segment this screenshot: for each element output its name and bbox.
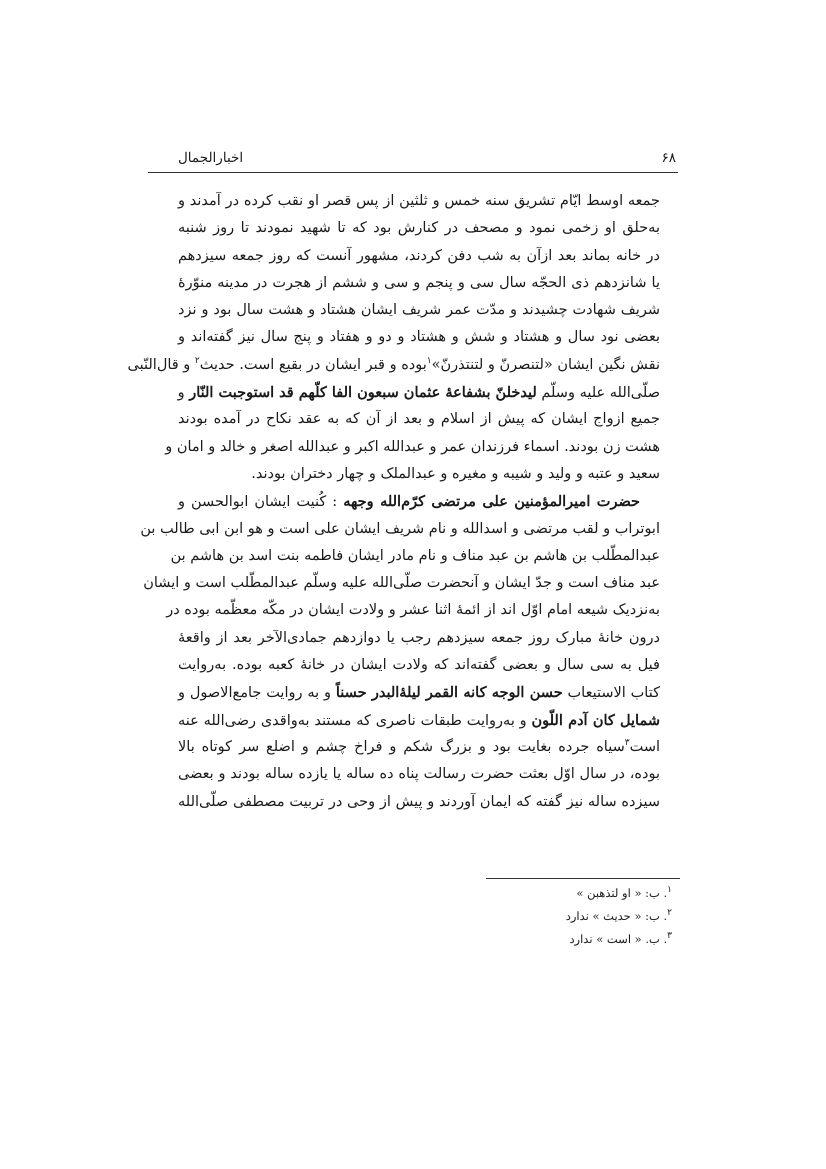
footnote-text: . ب. « است » ندارد bbox=[569, 932, 668, 946]
footnote-number: ۱ bbox=[667, 885, 672, 896]
text-line: عبد مناف است و جدّ ایشان و آنحضرت صلّی‌الله علیه وسلّم عبدالمطّلب است و ایشان bbox=[143, 575, 660, 592]
footnote-text: . ب: « او لتذهبن » bbox=[576, 886, 668, 900]
text-line: عبدالمطّلب بن هاشم بن عبد مناف و نام مادر ایشان فاطمه بنت اسد بن هاشم بن bbox=[170, 547, 660, 564]
text-line: ابوتراب و لقب مرتضی و اسدالله و نام شریف ایشان علی است و هو ابن ابی طالب بن bbox=[140, 520, 660, 537]
text-line: بوده، در سال اوّل بعثت حضرت رسالت پناه ده ساله یا یازده ساله بودند و بعضی bbox=[178, 766, 660, 783]
footnote-text: . ب: « حدیث » ندارد bbox=[565, 909, 668, 923]
footnote bbox=[420, 928, 680, 951]
text-segment: سیاه جرده بغایت بود و بزرگ شکم و فراخ چشم و اضلع سر کوتاه بالا bbox=[178, 738, 625, 755]
text-line bbox=[178, 707, 660, 734]
text-segment: و bbox=[177, 385, 190, 402]
text-line: سیزده ساله نیز گفته که ایمان آوردند و پیش از وحی در تربیت مصطفی صلّی‌الله bbox=[178, 793, 660, 810]
footnote-number: ۲ bbox=[667, 908, 672, 919]
text-segment: و به روایت جامع‌الاصول و bbox=[178, 685, 336, 702]
text-segment: و به‌روایت طبقات ناصری که مستند به‌واقدی رضی‌الله عنه bbox=[178, 712, 532, 729]
text-line: فیل به سی سال و بعضی گفته‌اند که ولادت ایشان در خانهٔ کعبه بوده. به‌روایت bbox=[178, 657, 660, 674]
footnote bbox=[420, 882, 680, 905]
text-line: در خانه بماند بعد ازآن به شب دفن کردند، مشهور آنست که روز جمعه سیزدهم bbox=[178, 247, 660, 264]
text-line: یا شانزدهم ذی الحجّه سال سی و پنجم و سی و ششم از هجرت در مدینه منوّرهٔ bbox=[178, 274, 660, 291]
text-line bbox=[178, 488, 660, 515]
footnote-number: ۳ bbox=[667, 931, 672, 942]
text-line: سعید و عتبه و ولید و شیبه و مغیره و عبدالملک و چهار دختران بودند. bbox=[251, 465, 660, 482]
footnotes bbox=[420, 882, 680, 951]
text-line: به‌نزدیک شیعه امام اوّل اند از ائمهٔ اثنا عشر و ولادت ایشان در مکّه معظّمه بوده در bbox=[166, 602, 660, 619]
footnote-marker: ۲ bbox=[194, 355, 200, 366]
footnote bbox=[420, 905, 680, 928]
text-line bbox=[178, 734, 660, 761]
text-line: جمعه اوسط ایّام تشریق سنه خمس و ثلثین از پس قصر او نقب کرده در آمدند و bbox=[178, 193, 660, 209]
text-line bbox=[178, 679, 660, 706]
footnote-marker: ۱ bbox=[426, 355, 432, 366]
footnote-divider bbox=[486, 878, 680, 879]
running-header bbox=[148, 146, 678, 172]
text-segment: صلّی‌الله علیه وسلّم bbox=[536, 385, 660, 402]
text-line: درون خانهٔ مبارک روز جمعه سیزدهم رجب یا دوازدهم جمادی‌الآخر بعد از واقعهٔ bbox=[178, 629, 660, 646]
text-segment: بوده و قبر ایشان در بقیع است. حدیث bbox=[199, 356, 427, 373]
footnote-marker: ۳ bbox=[624, 738, 630, 749]
text-line: شریف شهادت چشیدند و مدّت عمر شریف ایشان هشتاد و هشت سال بود و نزد bbox=[178, 302, 660, 319]
bold-quote: شمایل کان آدم اللّون bbox=[531, 711, 660, 729]
header-divider bbox=[148, 172, 678, 173]
text-segment: : کُنیت ایشان ابوالحسن و bbox=[178, 494, 344, 511]
text-segment: کتاب الاستیعاب bbox=[562, 685, 660, 702]
text-segment: و قال‌النّبی bbox=[127, 356, 195, 373]
text-line bbox=[127, 352, 660, 379]
hadith-quote: لیدخلنّ بشفاعهٔ عثمان سبعون الفا کلّهم قد استوجبت النّار bbox=[189, 384, 537, 402]
section-heading: حضرت امیرالمؤمنین علی مرتضی کرّم‌الله وجهه bbox=[343, 493, 640, 511]
text-line: به‌حلق او زخمی نمود و مصحف در کنارش بود که تا شهید نمودند تا روز شنبه bbox=[178, 220, 660, 237]
text-line: هشت زن بودند. اسماء فرزندان عمر و عبدالله اکبر و عبدالله اصغر و خالد و امان و bbox=[165, 438, 660, 455]
running-title: اخبارالجمال bbox=[178, 150, 244, 166]
text-line: بعضی نود سال و هشتاد و شش و هشتاد و دو و هفتاد و پنج سال نیز گفته‌اند و bbox=[178, 329, 660, 346]
page-number: ۶۸ bbox=[661, 150, 676, 166]
text-segment: است bbox=[629, 738, 660, 755]
text-segment: نقش نگین ایشان «لتنصرنّ و لتنتذرنّ» bbox=[431, 356, 660, 373]
text-line bbox=[178, 379, 660, 406]
text-line: جمیع ازواج ایشان که پیش از اسلام و بعد از آن که به عقد نکاح در آمده بودند bbox=[178, 411, 660, 428]
bold-quote: حسن الوجه کانه القمر لیلهٔ‌البدر حسناً bbox=[335, 684, 563, 702]
main-text bbox=[127, 188, 660, 816]
